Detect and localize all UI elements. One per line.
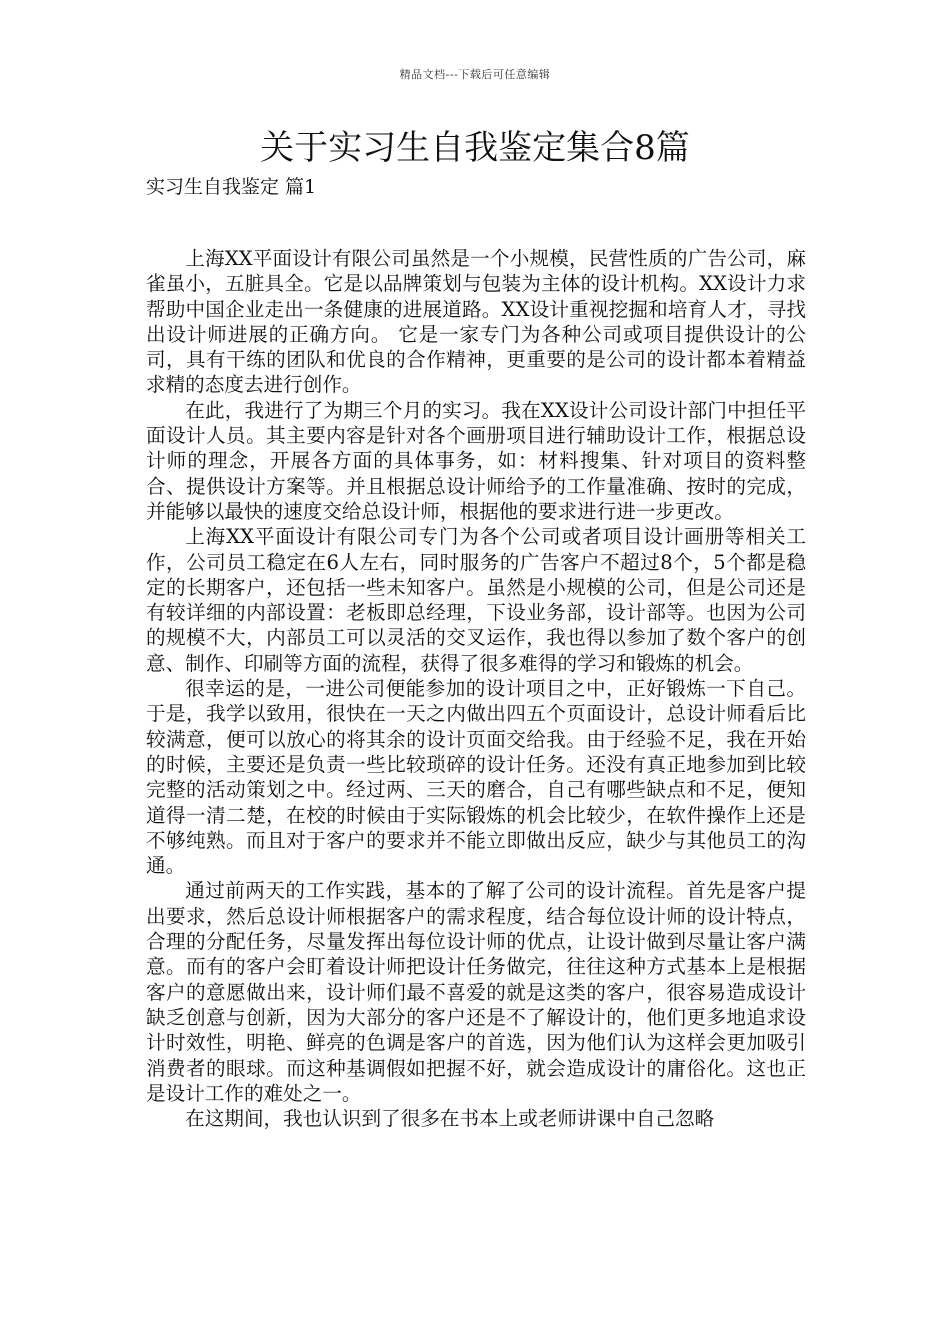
paragraph-3: 上海XX平面设计有限公司专门为各个公司或者项目设计画册等相关工作，公司员工稳定在6人左右，同时服务的广告客户不超过8个，5个都是稳定的长期客户，还包括一些未知客户。虽然是小规模的公司，但是公司还是有较详细的内部设置：老板即总经理，下设业务部，设计部等。也因为公司的规模不大，内部员工可以灵活的交叉运作，我也得以参加了数个客户的创意、制作、印刷等方面的流程，获得了很多难得的学习和锻炼的机会。	[146, 525, 806, 675]
paragraph-2: 在此，我进行了为期三个月的实习。我在XX设计公司设计部门中担任平面设计人员。其主要内容是针对各个画册项目进行辅助设计工作，根据总设计师的理念，开展各方面的具体事务，如：材料搜集、针对项目的资料整合、提供设计方案等。并且根据总设计师给予的工作量准确、按时的完成，并能够以最快的速度交给总设计师，根据他的要求进行进一步更改。	[146, 398, 806, 523]
section-subtitle: 实习生自我鉴定 篇1	[146, 176, 317, 198]
paragraph-5: 通过前两天的工作实践，基本的了解了公司的设计流程。首先是客户提出要求，然后总设计师根据客户的需求程度，结合每位设计师的设计特点，合理的分配任务，尽量发挥出每位设计师的优点，让设计做到尽量让客户满意。而有的客户会盯着设计师把设计任务做完，往往这种方式基本上是根据客户的意愿做出来，设计师们最不喜爱的就是这类的客户，很容易造成设计缺乏创意与创新，因为大部分的客户还是不了解设计的，他们更多地追求设计时效性，明艳、鲜亮的色调是客户的首选，因为他们认为这样会更加吸引消费者的眼球。而这种基调假如把握不好，就会造成设计的庸俗化。这也正是设计工作的难处之一。	[146, 879, 806, 1105]
paragraph-4: 很幸运的是，一进公司便能参加的设计项目之中，正好锻炼一下自己。于是，我学以致用，很快在一天之内做出四五个页面设计，总设计师看后比较满意，便可以放心的将其余的设计页面交给我。由于经验不足，我在开始的时候，主要还是负责一些比较琐碎的设计任务。还没有真正地参加到比较完整的活动策划之中。经过两、三天的磨合，自己有哪些缺点和不足，便知道得一清二楚，在校的时候由于实际锻炼的机会比较少，在软件操作上还是不够纯熟。而且对于客户的要求并不能立即做出反应，缺少与其他员工的沟通。	[146, 677, 806, 878]
document-title: 关于实习生自我鉴定集合8篇	[260, 128, 690, 168]
paragraph-1: 上海XX平面设计有限公司虽然是一个小规模，民营性质的广告公司，麻雀虽小，五脏具全。它是以品牌策划与包装为主体的设计机构。XX设计力求帮助中国企业走出一条健康的进展道路。XX设计重视挖掘和培育人才，寻找出设计师进展的正确方向。 它是一家专门为各种公司或项目提供设计的公司，具有干练的团队和优良的合作精神，更重要的是公司的设计都本着精益求精的态度去进行创作。	[146, 247, 806, 397]
header-note: 精品文档---下载后可任意编辑	[399, 68, 551, 81]
paragraph-6: 在这期间，我也认识到了很多在书本上或老师讲课中自己忽略	[185, 1107, 715, 1131]
document-body	[146, 246, 806, 1131]
